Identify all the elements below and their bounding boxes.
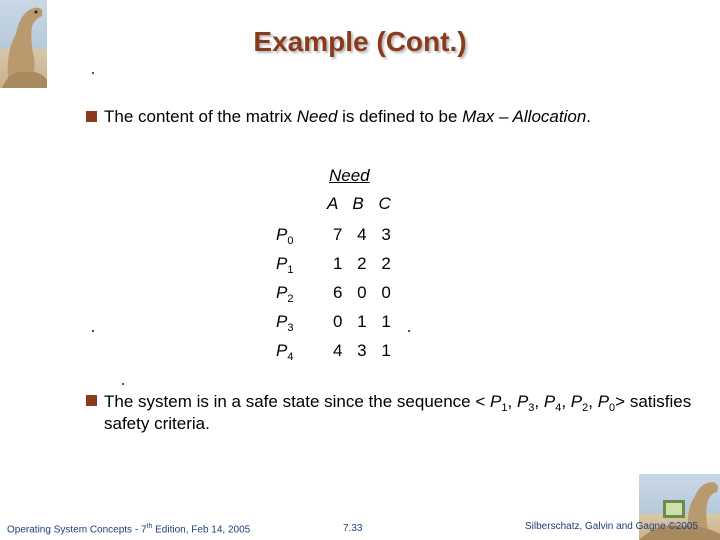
slide-title: Example (Cont.) [253, 26, 467, 57]
footer-page-number: 7.33 [343, 523, 363, 534]
stray-dot [408, 330, 410, 332]
bullet2-suffix: > satisfies safety criteria. [104, 392, 692, 433]
bullet-safe-state: The system is in a safe state since the sequence < $P_1$, $P_3$, $P_4$, $P_2$, $P_0>$ satisfies safety criteria. [104, 392, 692, 433]
stray-dot [92, 330, 94, 332]
process-label: $P_2$ [276, 283, 294, 305]
process-label: $P_0$ [276, 225, 294, 247]
process-need-values: 4 3 1 [333, 341, 396, 360]
bullet1-prefix: The content of the matrix [104, 107, 297, 126]
seq-item: $P_0$ [597, 392, 616, 414]
square-bullet-icon [86, 395, 97, 406]
footer-copyright: Silberschatz, Galvin and Gagne ©2005 [525, 521, 699, 532]
process-need-values: 1 2 2 [333, 254, 396, 273]
bullet1-term-max-allocation: Max – Allocation [462, 107, 587, 126]
seq-item: $P_2$ [570, 392, 589, 414]
bullet1-suffix: . [586, 107, 592, 126]
stray-dot [122, 383, 124, 385]
bullet-need-definition [104, 107, 591, 127]
process-need-values: 7 4 3 [333, 225, 396, 244]
square-bullet-icon [86, 111, 97, 122]
process-label: $P_3$ [276, 312, 294, 334]
footer-course: Operating System Concepts - 7th Edition, Feb 14, 2005 [7, 523, 251, 536]
seq-item: $P_3$ [516, 392, 535, 414]
process-need-values: 0 1 1 [333, 312, 396, 331]
seq-item: $P_1$ [490, 392, 508, 414]
process-need-values: 6 0 0 [333, 283, 396, 302]
seq-item: $P_4$ [543, 392, 562, 414]
bullet1-term-need: Need [296, 107, 338, 126]
bullet2-prefix: The system is in a safe state since the sequence < [104, 392, 491, 411]
bullet1-middle: is defined to be [337, 107, 463, 126]
process-label: $P_1$ [276, 254, 294, 276]
need-table-header: Need [329, 166, 370, 185]
need-table-columns: A B C [327, 194, 396, 213]
stray-dot [92, 72, 94, 74]
process-label: $P_4$ [276, 341, 294, 363]
